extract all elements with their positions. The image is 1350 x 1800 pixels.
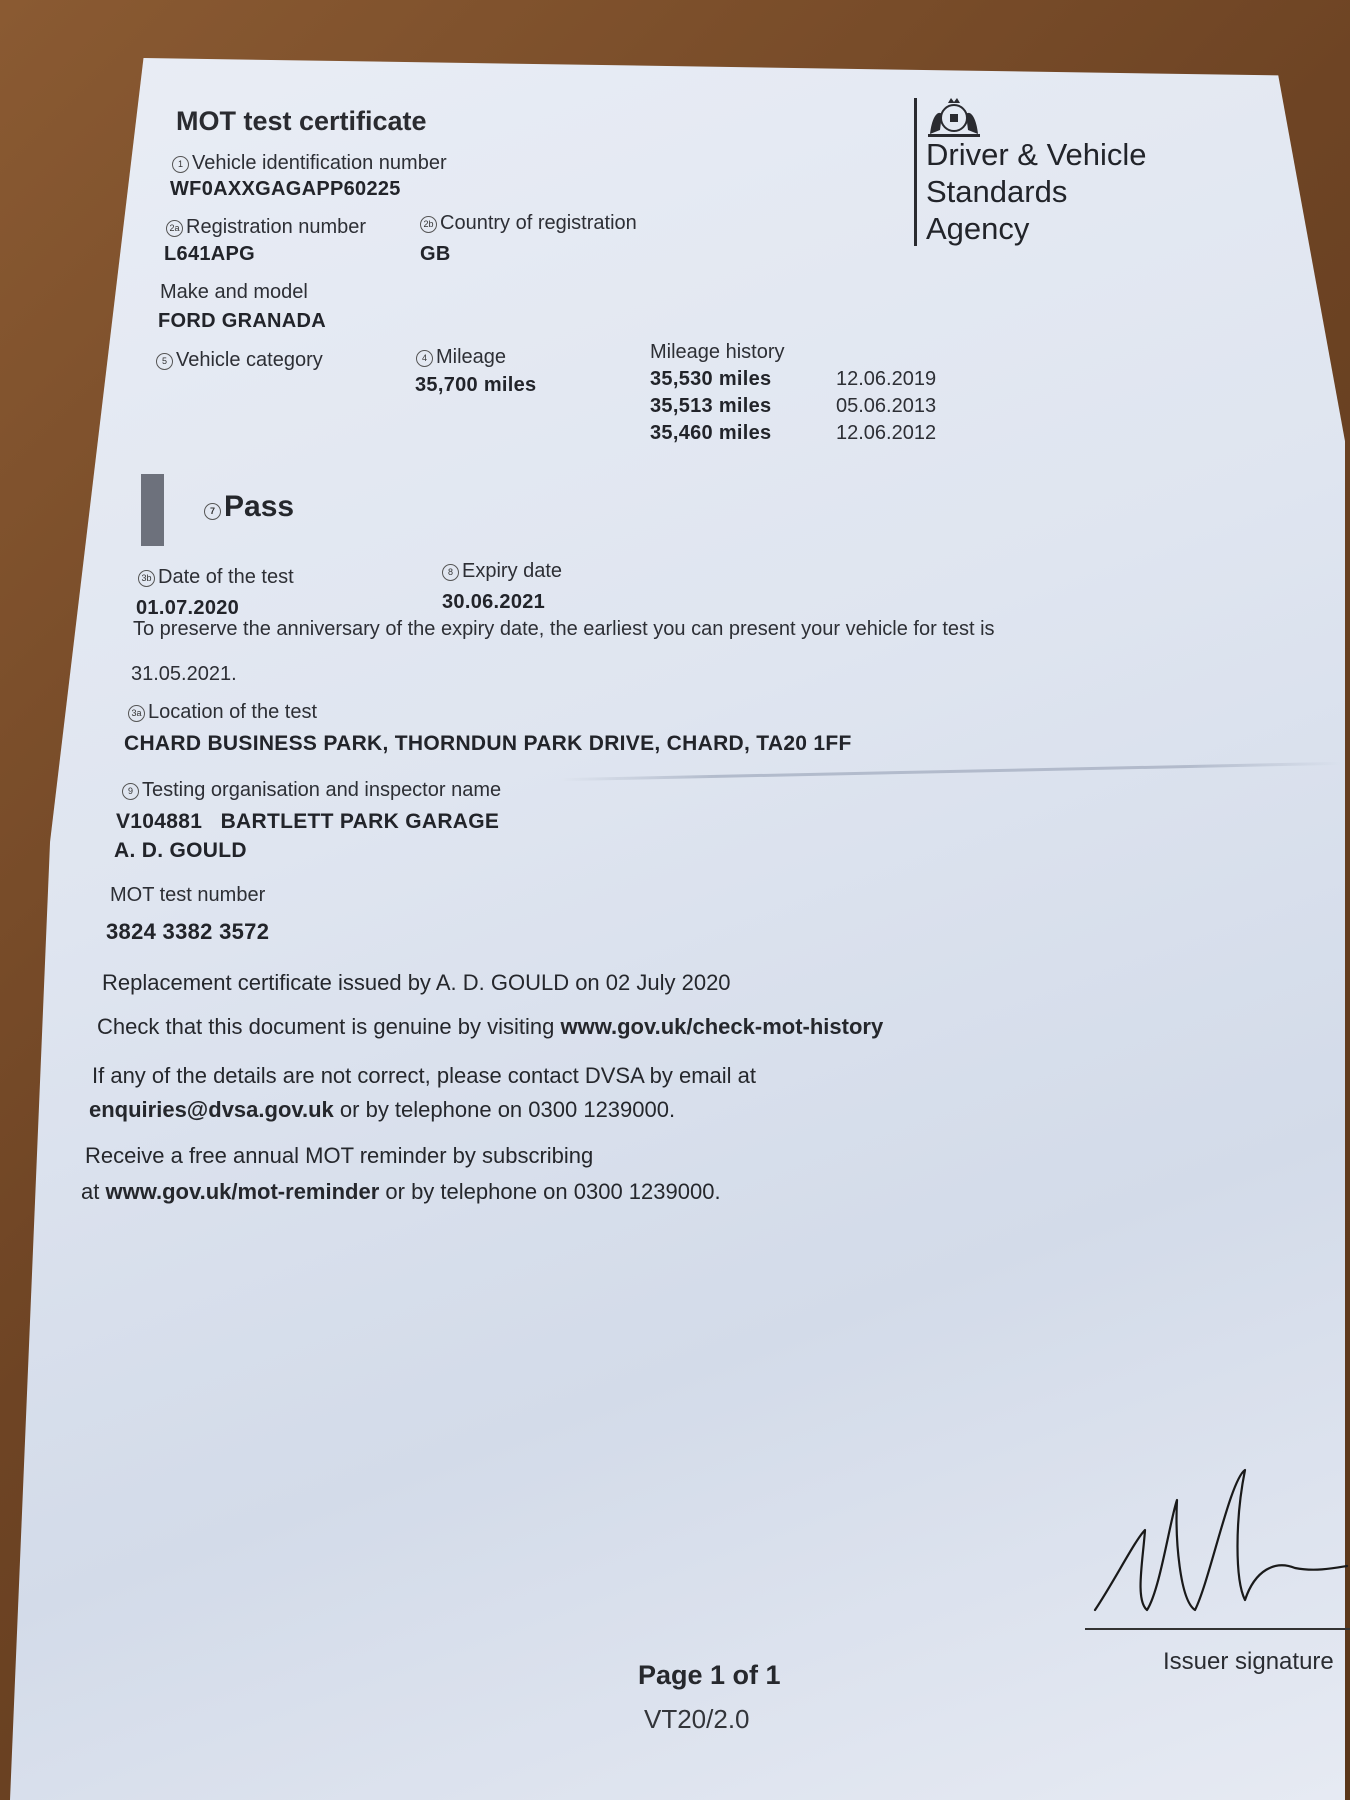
organisation-label xyxy=(122,779,501,802)
anniversary-note-line-2: 31.05.2021. xyxy=(131,663,237,685)
test-date-label xyxy=(138,566,294,589)
category-label-text: Vehicle category xyxy=(176,349,323,371)
expiry-date-value: 30.06.2021 xyxy=(442,591,546,613)
contact-line-2 xyxy=(89,1097,675,1123)
field-number: 4 xyxy=(416,350,433,367)
test-date-value: 01.07.2020 xyxy=(136,597,240,619)
registration-label-text: Registration number xyxy=(186,216,367,238)
mileage-value: 35,700 miles xyxy=(415,374,537,396)
agency-line-1: Driver & Vehicle xyxy=(926,137,1147,172)
document-title: MOT test certificate xyxy=(176,106,427,136)
make-model-value: FORD GRANADA xyxy=(158,310,327,332)
mileage-label-text: Mileage xyxy=(436,346,507,368)
agency-divider xyxy=(914,98,917,246)
check-mot-history-link[interactable]: www.gov.uk/check-mot-history xyxy=(560,1014,884,1039)
replacement-note: Replacement certificate issued by A. D. GOULD on 02 July 2020 xyxy=(102,970,731,995)
organisation-line-1: V104881 BARTLETT PARK GARAGE xyxy=(116,810,500,833)
form-code: VT20/2.0 xyxy=(644,1704,750,1734)
mot-reminder-link[interactable]: www.gov.uk/mot-reminder xyxy=(105,1179,380,1204)
test-result-text: Pass xyxy=(224,490,295,523)
mileage-history-entry xyxy=(650,395,936,422)
royal-crest-icon xyxy=(922,94,986,140)
page-number: Page 1 of 1 xyxy=(638,1660,781,1690)
dvsa-email-link[interactable]: enquiries@dvsa.gov.uk xyxy=(89,1097,334,1122)
test-number-label: MOT test number xyxy=(110,884,266,906)
issuer-signature-label: Issuer signature xyxy=(1163,1648,1334,1675)
country-label-text: Country of registration xyxy=(440,212,637,234)
result-bar xyxy=(141,474,164,546)
expiry-date-label xyxy=(442,560,562,583)
expiry-date-label-text: Expiry date xyxy=(462,560,563,582)
organisation-label-text: Testing organisation and inspector name xyxy=(142,779,502,801)
organisation-line-2: A. D. GOULD xyxy=(114,839,247,862)
location-value: CHARD BUSINESS PARK, THORNDUN PARK DRIVE, CHARD, TA20 1FF xyxy=(124,732,852,755)
reminder-line-1: Receive a free annual MOT reminder by subscribing xyxy=(85,1143,594,1168)
field-number: 1 xyxy=(172,156,189,173)
location-label xyxy=(128,701,317,724)
check-genuine-text: Check that this document is genuine by visiting xyxy=(97,1014,561,1039)
history-date: 12.06.2012 xyxy=(836,422,937,444)
mileage-history-label: Mileage history xyxy=(650,341,785,363)
check-genuine-line xyxy=(97,1014,883,1040)
reminder-line-2 xyxy=(81,1179,721,1205)
registration-value: L641APG xyxy=(164,243,256,265)
field-number: 7 xyxy=(204,503,221,520)
anniversary-note-line-1: To preserve the anniversary of the expiry date, the earliest you can present your vehicle for test is xyxy=(133,618,995,640)
history-miles: 35,530 miles xyxy=(650,368,772,390)
contact-rest-text: or by telephone on 0300 1239000. xyxy=(333,1097,676,1122)
country-value: GB xyxy=(420,243,451,265)
reminder-rest-text: or by telephone on 0300 1239000. xyxy=(379,1179,721,1204)
vin-label-text: Vehicle identification number xyxy=(192,152,447,174)
signature-line xyxy=(1085,1628,1350,1630)
field-number: 3b xyxy=(138,570,155,587)
field-number: 8 xyxy=(442,564,459,581)
category-label xyxy=(156,349,323,372)
test-result xyxy=(204,490,294,524)
field-number: 2a xyxy=(166,220,183,237)
field-number: 9 xyxy=(122,783,139,800)
field-number: 3a xyxy=(128,705,145,722)
mileage-history-list xyxy=(650,368,936,449)
history-miles: 35,460 miles xyxy=(650,422,772,444)
registration-label xyxy=(166,216,366,239)
test-date-label-text: Date of the test xyxy=(158,566,294,588)
agency-line-3: Agency xyxy=(926,211,1030,246)
agency-name xyxy=(926,136,1147,247)
issuer-signature-image xyxy=(1085,1460,1350,1630)
history-date: 05.06.2013 xyxy=(836,395,937,417)
vin-value: WF0AXXGAGAPP60225 xyxy=(170,178,401,200)
reminder-prefix: at xyxy=(81,1179,106,1204)
mileage-history-entry xyxy=(650,422,936,449)
make-model-label: Make and model xyxy=(160,281,308,303)
location-label-text: Location of the test xyxy=(148,701,318,723)
history-date: 12.06.2019 xyxy=(836,368,937,390)
history-miles: 35,513 miles xyxy=(650,395,772,417)
country-label xyxy=(420,212,637,235)
vin-label xyxy=(172,152,447,175)
field-number: 2b xyxy=(420,216,437,233)
mileage-label xyxy=(416,346,506,369)
agency-line-2: Standards xyxy=(926,174,1068,209)
field-number: 5 xyxy=(156,353,173,370)
contact-line-1: If any of the details are not correct, please contact DVSA by email at xyxy=(92,1063,757,1088)
test-number-value: 3824 3382 3572 xyxy=(106,919,270,944)
mileage-history-entry xyxy=(650,368,936,395)
